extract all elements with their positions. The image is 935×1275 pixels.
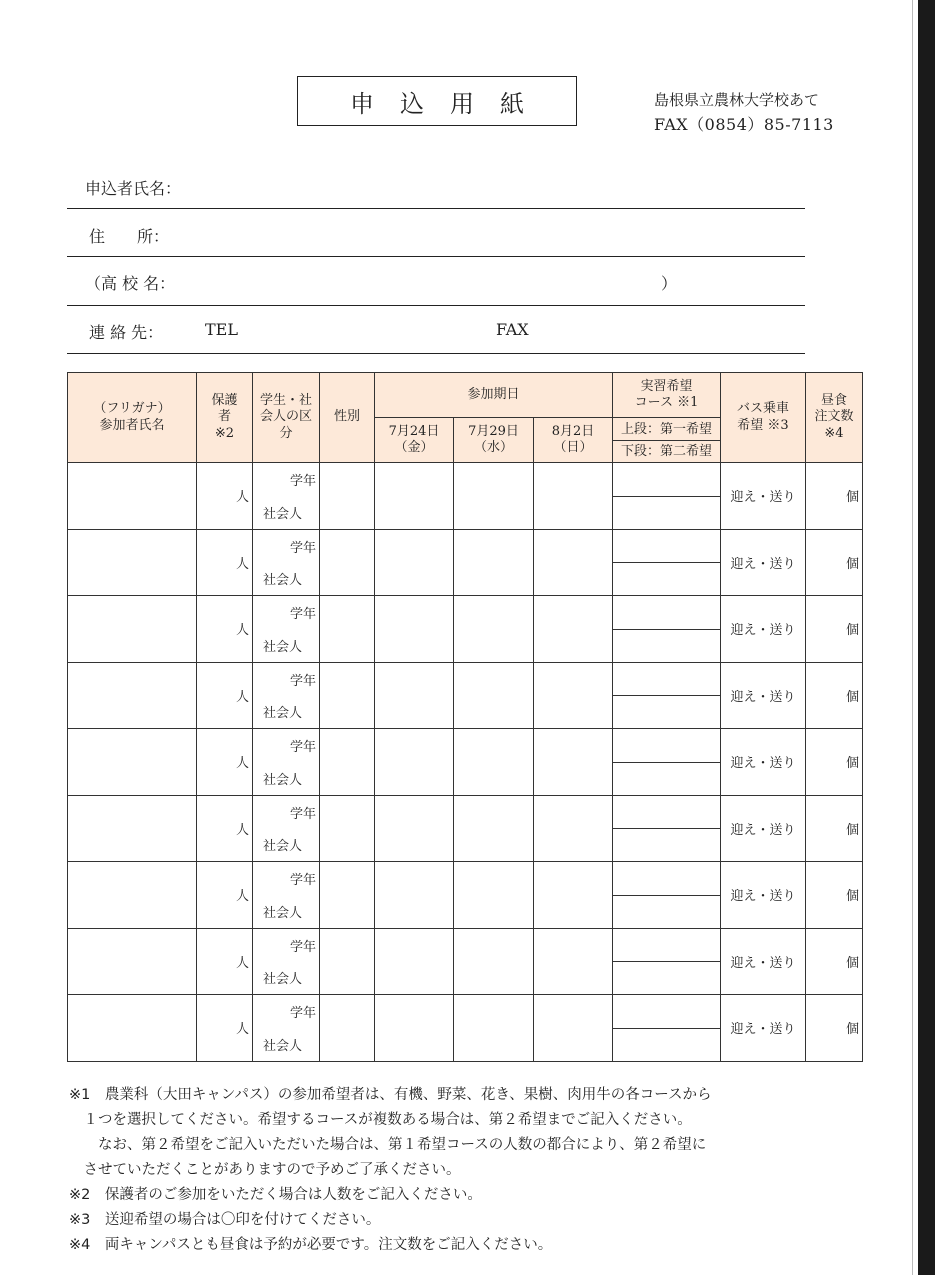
date-2-cell[interactable] [454,862,534,929]
header-name-kana: （フリガナ） [93,401,171,417]
person-unit: 人 [235,955,249,971]
lunch-cell[interactable] [806,463,863,530]
table-row [68,463,863,530]
grade-label: 学年 [289,673,316,689]
bus-cell[interactable] [721,463,806,530]
grade-label: 学年 [289,740,316,755]
bus-option: 迎え・送り [730,756,796,772]
person-unit: 人 [235,889,249,905]
gender-cell[interactable] [320,463,375,530]
table-row [68,928,863,995]
fax-number: FAX（0854）85-7113 [654,115,834,134]
participant-name-cell[interactable] [68,463,197,530]
bus-cell[interactable] [721,529,806,596]
bus-cell[interactable] [721,662,806,729]
course-divider [613,562,720,563]
header-date-1 [375,418,454,463]
header-guardian-text: 保護者 [211,393,238,425]
lunch-unit: 個 [845,889,859,905]
header-date-1-date: 7月24日 [388,423,440,439]
guardian-count-cell[interactable] [197,862,253,929]
date-2-cell[interactable] [454,596,534,663]
note-1-cont3: させていただくことがありますので予めご了承ください。 [69,1162,461,1178]
guardian-count-cell[interactable] [197,463,253,530]
date-2-cell[interactable] [454,928,534,995]
header-date-2 [454,418,534,463]
date-3-cell[interactable] [534,795,613,862]
date-2-cell[interactable] [454,662,534,729]
header-guardian-note: ※2 [214,425,235,441]
course-cell[interactable] [613,529,721,596]
header-course-title2: コース ※1 [634,395,699,410]
table-row [68,596,863,663]
header-date-2-day: （水） [473,440,513,455]
header-date-3 [534,418,613,463]
worker-label: 社会人 [263,706,303,721]
person-unit: 人 [235,556,249,572]
date-3-cell[interactable] [534,862,613,929]
course-cell[interactable] [613,596,721,663]
category-cell[interactable] [253,729,320,796]
course-divider [613,828,720,829]
gender-cell[interactable] [320,729,375,796]
worker-label: 社会人 [263,639,303,655]
person-unit: 人 [235,822,249,838]
fax-label: FAX [496,320,529,339]
form-title: 申込用紙 [297,76,577,126]
category-cell[interactable] [253,928,320,995]
date-1-cell[interactable] [375,729,454,796]
course-divider [613,961,720,962]
guardian-count-cell[interactable] [197,596,253,663]
guardian-count-cell[interactable] [197,928,253,995]
note-2: ※2 保護者のご参加をいただく場合は人数をご記入ください。 [69,1187,482,1203]
guardian-count-cell[interactable] [197,529,253,596]
lunch-cell[interactable] [806,662,863,729]
lunch-unit: 個 [845,1022,859,1038]
applicant-name-label: 申込者氏名： [85,179,182,198]
header-lunch [806,373,863,463]
page-edge-bar [918,0,935,1275]
category-cell[interactable] [253,995,320,1062]
school-close-paren: ） [661,274,678,293]
participant-name-cell[interactable] [68,995,197,1062]
date-3-cell[interactable] [534,928,613,995]
guardian-count-cell[interactable] [197,795,253,862]
lunch-unit: 個 [845,955,859,971]
bus-cell[interactable] [721,928,806,995]
person-unit: 人 [235,623,249,639]
bus-option: 迎え・送り [730,490,796,506]
category-cell[interactable] [253,529,320,596]
bus-option: 迎え・送り [730,822,796,838]
participant-rows [68,463,863,1062]
gender-cell[interactable] [320,928,375,995]
header-bus-text2: 希望 ※3 [737,417,789,433]
date-1-cell[interactable] [375,529,454,596]
date-3-cell[interactable] [534,463,613,530]
category-cell[interactable] [253,463,320,530]
course-cell[interactable] [613,928,721,995]
table-row [68,662,863,729]
bus-option: 迎え・送り [730,623,796,639]
page-edge-line [912,0,913,1275]
worker-label: 社会人 [263,839,303,854]
header-lunch-text: 昼食 [820,393,847,409]
worker-label: 社会人 [263,573,303,588]
course-divider [613,895,720,896]
date-1-cell[interactable] [375,862,454,929]
table-row [68,795,863,862]
lunch-unit: 個 [845,556,859,572]
date-1-cell[interactable] [375,928,454,995]
table-row [68,729,863,796]
note-1: ※1 農業科（大田キャンパス）の参加希望者は、有機、野菜、花き、果樹、肉用牛の各コースから [69,1087,712,1103]
header-lunch-text2: 注文数 [814,409,854,425]
gender-cell[interactable] [320,862,375,929]
applicant-name-field[interactable] [67,160,805,209]
gender-cell[interactable] [320,529,375,596]
gender-cell[interactable] [320,795,375,862]
bus-option: 迎え・送り [730,889,796,905]
address-field[interactable] [67,208,805,257]
participant-name-cell[interactable] [68,596,197,663]
participant-name-cell[interactable] [68,795,197,862]
bus-option: 迎え・送り [730,1022,796,1038]
worker-label: 社会人 [263,1038,303,1054]
person-unit: 人 [235,689,249,705]
bus-option: 迎え・送り [730,689,796,705]
note-1-cont2: なお、第２希望をご記入いただいた場合は、第１希望コースの人数の都合により、第２希望に [69,1137,707,1153]
person-unit: 人 [235,756,249,772]
worker-label: 社会人 [263,506,303,522]
date-1-cell[interactable] [375,662,454,729]
lunch-unit: 個 [845,490,859,506]
bus-cell[interactable] [721,729,806,796]
course-divider [613,629,720,630]
school-label: （高 校 名： [85,274,176,293]
grade-label: 学年 [289,873,316,888]
table-row [68,529,863,596]
bus-cell[interactable] [721,795,806,862]
note-3: ※3 送迎希望の場合は〇印を付けてください。 [69,1212,381,1228]
addressee: 島根県立農林大学校あて [654,91,820,109]
lunch-cell[interactable] [806,529,863,596]
lunch-cell[interactable] [806,862,863,929]
participant-name-cell[interactable] [68,862,197,929]
course-cell[interactable] [613,862,721,929]
worker-label: 社会人 [263,972,303,987]
header-date-2-date: 7月29日 [468,423,519,439]
note-1-cont: １つを選択してください。希望するコースが複数ある場合は、第２希望までご記入ください。 [69,1112,692,1128]
guardian-count-cell[interactable] [197,995,253,1062]
header-course-title: 実習希望 [640,378,693,394]
header-gender: 性別 [320,373,375,463]
date-2-cell[interactable] [454,529,534,596]
date-3-cell[interactable] [534,729,613,796]
tel-label: TEL [205,320,238,339]
guardian-count-cell[interactable] [197,729,253,796]
table-row [68,862,863,929]
guardian-count-cell[interactable] [197,662,253,729]
date-3-cell[interactable] [534,529,613,596]
lunch-unit: 個 [845,623,859,639]
participant-name-cell[interactable] [68,928,197,995]
grade-label: 学年 [289,939,316,955]
header-date-3-date: 8月2日 [551,423,595,439]
course-divider [613,695,720,696]
lunch-cell[interactable] [806,928,863,995]
header-date-3-day: （日） [553,440,593,455]
course-cell[interactable] [613,662,721,729]
course-cell[interactable] [613,795,721,862]
participant-table [67,372,863,1062]
date-2-cell[interactable] [454,729,534,796]
note-4: ※4 両キャンパスとも昼食は予約が必要です。注文数をご記入ください。 [69,1237,553,1253]
worker-label: 社会人 [263,905,303,921]
header-course-top: 上段：第一希望 [613,419,720,441]
date-2-cell[interactable] [454,463,534,530]
address-label: 住 所： [89,227,170,246]
lunch-unit: 個 [845,822,859,838]
grade-label: 学年 [289,607,316,622]
lunch-cell[interactable] [806,596,863,663]
lunch-cell[interactable] [806,795,863,862]
gender-cell[interactable] [320,662,375,729]
header-category-text: 学生・社会人の区分 [260,393,313,441]
category-cell[interactable] [253,862,320,929]
date-1-cell[interactable] [375,463,454,530]
date-1-cell[interactable] [375,795,454,862]
gender-cell[interactable] [320,995,375,1062]
course-cell[interactable] [613,463,721,530]
header-bus-text: バス乗車 [736,401,789,417]
header-dates: 参加期日 [375,373,613,418]
date-3-cell[interactable] [534,995,613,1062]
person-unit: 人 [235,490,249,506]
lunch-cell[interactable] [806,995,863,1062]
date-2-cell[interactable] [454,995,534,1062]
header-lunch-note: ※4 [824,425,844,441]
course-divider [613,1028,720,1029]
course-divider [613,496,720,497]
date-2-cell[interactable] [454,795,534,862]
category-cell[interactable] [253,596,320,663]
header-date-1-day: （金） [394,440,434,455]
lunch-unit: 個 [845,756,859,772]
header-course [613,373,721,418]
header-bus [721,373,806,463]
bus-cell[interactable] [721,862,806,929]
worker-label: 社会人 [263,772,303,788]
header-course-priority [613,418,721,463]
date-3-cell[interactable] [534,596,613,663]
date-1-cell[interactable] [375,596,454,663]
lunch-unit: 個 [845,689,859,705]
header-participant-name [68,373,197,463]
gender-cell[interactable] [320,596,375,663]
header-category [253,373,320,463]
grade-label: 学年 [289,806,316,822]
grade-label: 学年 [289,540,316,556]
contact-field[interactable] [67,305,805,354]
school-field[interactable] [67,257,805,306]
category-cell[interactable] [253,795,320,862]
grade-label: 学年 [289,474,316,489]
participant-name-cell[interactable] [68,662,197,729]
table-row [68,995,863,1062]
bus-option: 迎え・送り [730,955,796,971]
category-cell[interactable] [253,662,320,729]
date-1-cell[interactable] [375,995,454,1062]
date-3-cell[interactable] [534,662,613,729]
course-cell[interactable] [613,729,721,796]
participant-name-cell[interactable] [68,729,197,796]
bus-cell[interactable] [721,596,806,663]
grade-label: 学年 [289,1006,316,1021]
header-guardian [197,373,253,463]
course-divider [613,762,720,763]
header-name: 参加者氏名 [99,417,165,433]
header-course-bottom: 下段：第二希望 [620,443,712,459]
notes [69,1083,712,1258]
contact-label: 連 絡 先： [89,323,164,342]
participant-name-cell[interactable] [68,529,197,596]
person-unit: 人 [235,1022,249,1038]
bus-cell[interactable] [721,995,806,1062]
lunch-cell[interactable] [806,729,863,796]
course-cell[interactable] [613,995,721,1062]
bus-option: 迎え・送り [730,556,796,572]
